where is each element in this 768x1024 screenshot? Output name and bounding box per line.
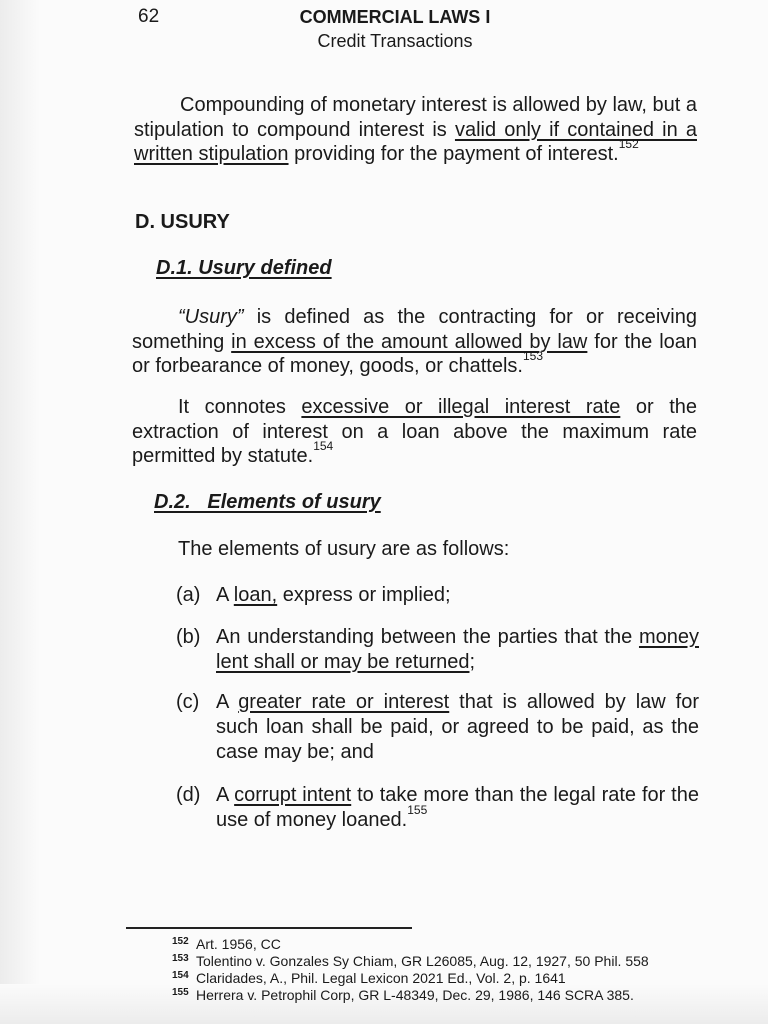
paragraph-usury-definition: “Usury” is defined as the contracting for or receiving something in excess of the amount allowed by law for the loan or forbearance of money, goods, or chattels.$^{153}$ bbox=[132, 306, 698, 377]
list-item: (c) A greater rate or interest that is allowed by law for such loan shall be paid, or agreed to be paid, as the case may be; and bbox=[176, 691, 700, 763]
list-item-label: (c) bbox=[176, 691, 200, 713]
footnote-item: 154 Claridades, A., Phil. Legal Lexicon 2021 Ed., Vol. 2, p. 1641 bbox=[172, 970, 566, 986]
footnotes bbox=[172, 936, 712, 1004]
list-item: (a) A loan, express or implied; bbox=[176, 584, 451, 606]
paragraph-compounding: Compounding of monetary interest is allowed by law, but a stipulation to compound interest is valid only if contained in a written stipulation providing for the payment of interest.$^{152}$ bbox=[134, 94, 697, 165]
subheading-elements-of-usury: D.2. Elements of usury bbox=[154, 491, 381, 513]
page-number: 62 bbox=[138, 6, 160, 27]
list-item: (d) A corrupt intent to take more than the legal rate for the use of money loaned.$^{155}$ bbox=[176, 784, 699, 831]
page-edge-shadow bbox=[0, 0, 40, 1024]
running-header bbox=[230, 5, 560, 53]
subheading-usury-defined: D.1. Usury defined bbox=[156, 257, 332, 279]
list-item-label: (a) bbox=[176, 584, 201, 606]
paragraph-connotes: It connotes excessive or illegal interest rate or the extraction of interest on a loan above the maximum rate permitted by statute.$^{154}$ bbox=[132, 396, 697, 467]
list-item-label: (b) bbox=[176, 626, 201, 648]
list-item: (b) An understanding between the parties that the money lent shall or may be returned; bbox=[176, 626, 699, 673]
section-heading-usury: D. USURY bbox=[135, 211, 230, 233]
footnote-ref-154[interactable]: 154 bbox=[313, 439, 334, 453]
footnote-item: 153 Tolentino v. Gonzales Sy Chiam, GR L26085, Aug. 12, 1927, 50 Phil. 558 bbox=[172, 953, 649, 969]
footnote-item: 152 Art. 1956, CC bbox=[172, 936, 281, 952]
footnote-ref-155[interactable]: 155 bbox=[407, 803, 428, 817]
emphasis-valid-only: valid only if contained in a written stipulation bbox=[134, 118, 697, 165]
footnote-ref-153[interactable]: 153 bbox=[522, 349, 543, 363]
book-title: COMMERCIAL LAWS I bbox=[299, 7, 491, 27]
chapter-title: Credit Transactions bbox=[317, 31, 473, 51]
emphasis-illegal-rate: excessive or illegal interest rate bbox=[301, 396, 621, 418]
list-intro: The elements of usury are as follows: bbox=[178, 538, 510, 560]
emphasis-excess-amount: in excess of the amount allowed by law bbox=[231, 330, 588, 353]
footnote-item: 155 Herrera v. Petrophil Corp, GR L-48349, Dec. 29, 1986, 146 SCRA 385. bbox=[172, 987, 634, 1003]
footnote-ref-152[interactable]: 152 bbox=[618, 137, 639, 151]
list-item-label: (d) bbox=[176, 784, 201, 806]
footnote-divider bbox=[126, 927, 412, 929]
